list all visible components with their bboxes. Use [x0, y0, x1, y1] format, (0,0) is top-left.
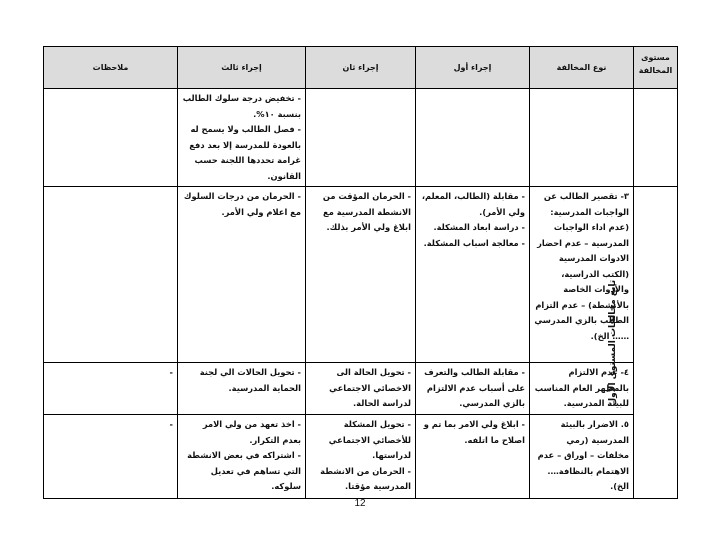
second-line: - تحويل الحالة الى الاخصائي الاجتماعي لدراسة الحالة. [329, 367, 411, 408]
notes-cell [44, 89, 178, 187]
notes-cell [44, 363, 178, 415]
header-notes: ملاحظات [44, 47, 178, 89]
second-action-cell [306, 187, 416, 363]
header-second-action: إجراء ثان [306, 47, 416, 89]
first-line: - ابلاغ ولي الامر بما تم و اصلاح ما اتلفه. [423, 419, 525, 445]
first-action-cell [416, 89, 530, 187]
level-label-cell [608, 187, 678, 499]
violation-cell [530, 89, 634, 187]
page-number: 12 [354, 498, 366, 509]
third-line: - اخذ تعهد من ولي الامر بعدم التكرار. [202, 419, 301, 445]
third-action-cell [178, 363, 306, 415]
first-action-cell [416, 187, 530, 363]
level-label: تابع مخالفات المستوى الأول [608, 280, 619, 406]
third-line: - تخفيض درجة سلوك الطالب بنسبة ١٠%. [182, 93, 301, 119]
header-row [44, 47, 678, 89]
violation-line: ٤- عدم الالتزام بالمظهر العام المناسب للبيئة المدرسية. [534, 367, 629, 408]
notes-line: - [169, 367, 173, 377]
second-action-cell [306, 363, 416, 415]
notes-line: - [169, 419, 173, 429]
table-row [44, 415, 678, 499]
first-line: - دراسة ابعاد المشكلة. [433, 222, 525, 232]
first-action-cell [416, 415, 530, 499]
third-line: - اشتراكه في بعض الانشطة التي تساهم في تعديل سلوكه. [187, 450, 301, 491]
violation-cell [530, 415, 634, 499]
level-cell-empty [634, 89, 678, 187]
table-row [44, 363, 678, 415]
third-action-cell [178, 415, 306, 499]
first-line: - مقابلة (الطالب، المعلم، ولي الأمر). [421, 191, 525, 217]
third-line: - فصل الطالب ولا يسمح له بالعودة للمدرسة إلا بعد دفع غرامة تحددها اللجنة حسب القانون. [189, 124, 301, 181]
third-line: - تحويل الحالات الي لجنة الحماية المدرسية. [199, 367, 301, 393]
header-first-action: إجراء أول [416, 47, 530, 89]
second-line: - الحرمان المؤقت من الانشطة المدرسية مع ابلاغ ولي الأمر بذلك. [322, 191, 411, 232]
second-line: - الحرمان من الانشطة المدرسية مؤقتا. [320, 465, 411, 491]
second-action-cell [306, 415, 416, 499]
violation-line: (عدم اداء الواجبات المدرسية – عدم احضار الادوات المدرسية (الكتب الدراسية، والأدوات الخاصة بالأنشطة) – عدم التزام الطالب بالزي المدرسي …… الخ). [534, 222, 629, 341]
violation-line: ٥. الاضرار بالبيئة المدرسية (رمي مخلفات – اوراق – عدم الاهتمام بالنظافة…. الخ). [537, 419, 629, 491]
second-action-cell [306, 89, 416, 187]
table-row [44, 187, 678, 363]
third-action-cell [178, 187, 306, 363]
header-level: مستوى المخالفة [634, 47, 678, 89]
notes-cell [44, 187, 178, 363]
table-row [44, 89, 678, 187]
third-action-cell [178, 89, 306, 187]
first-action-cell [416, 363, 530, 415]
violations-table [43, 46, 678, 499]
first-line: - مقابلة الطالب والتعرف على أسباب عدم الالتزام بالزي المدرسي. [424, 367, 525, 408]
header-violation-type: نوع المخالفة [530, 47, 634, 89]
header-third-action: إجراء ثالث [178, 47, 306, 89]
notes-cell [44, 415, 178, 499]
third-line: - الحرمان من درجات السلوك مع اعلام ولي الأمر. [183, 191, 301, 217]
second-line: - تحويل المشكلة للأخصائي الاجتماعي لدراستها. [328, 419, 411, 460]
violation-line: ٣- تقصير الطالب عن الواجبات المدرسية: [543, 191, 629, 217]
first-line: - معالجة اسباب المشكلة. [423, 237, 525, 248]
